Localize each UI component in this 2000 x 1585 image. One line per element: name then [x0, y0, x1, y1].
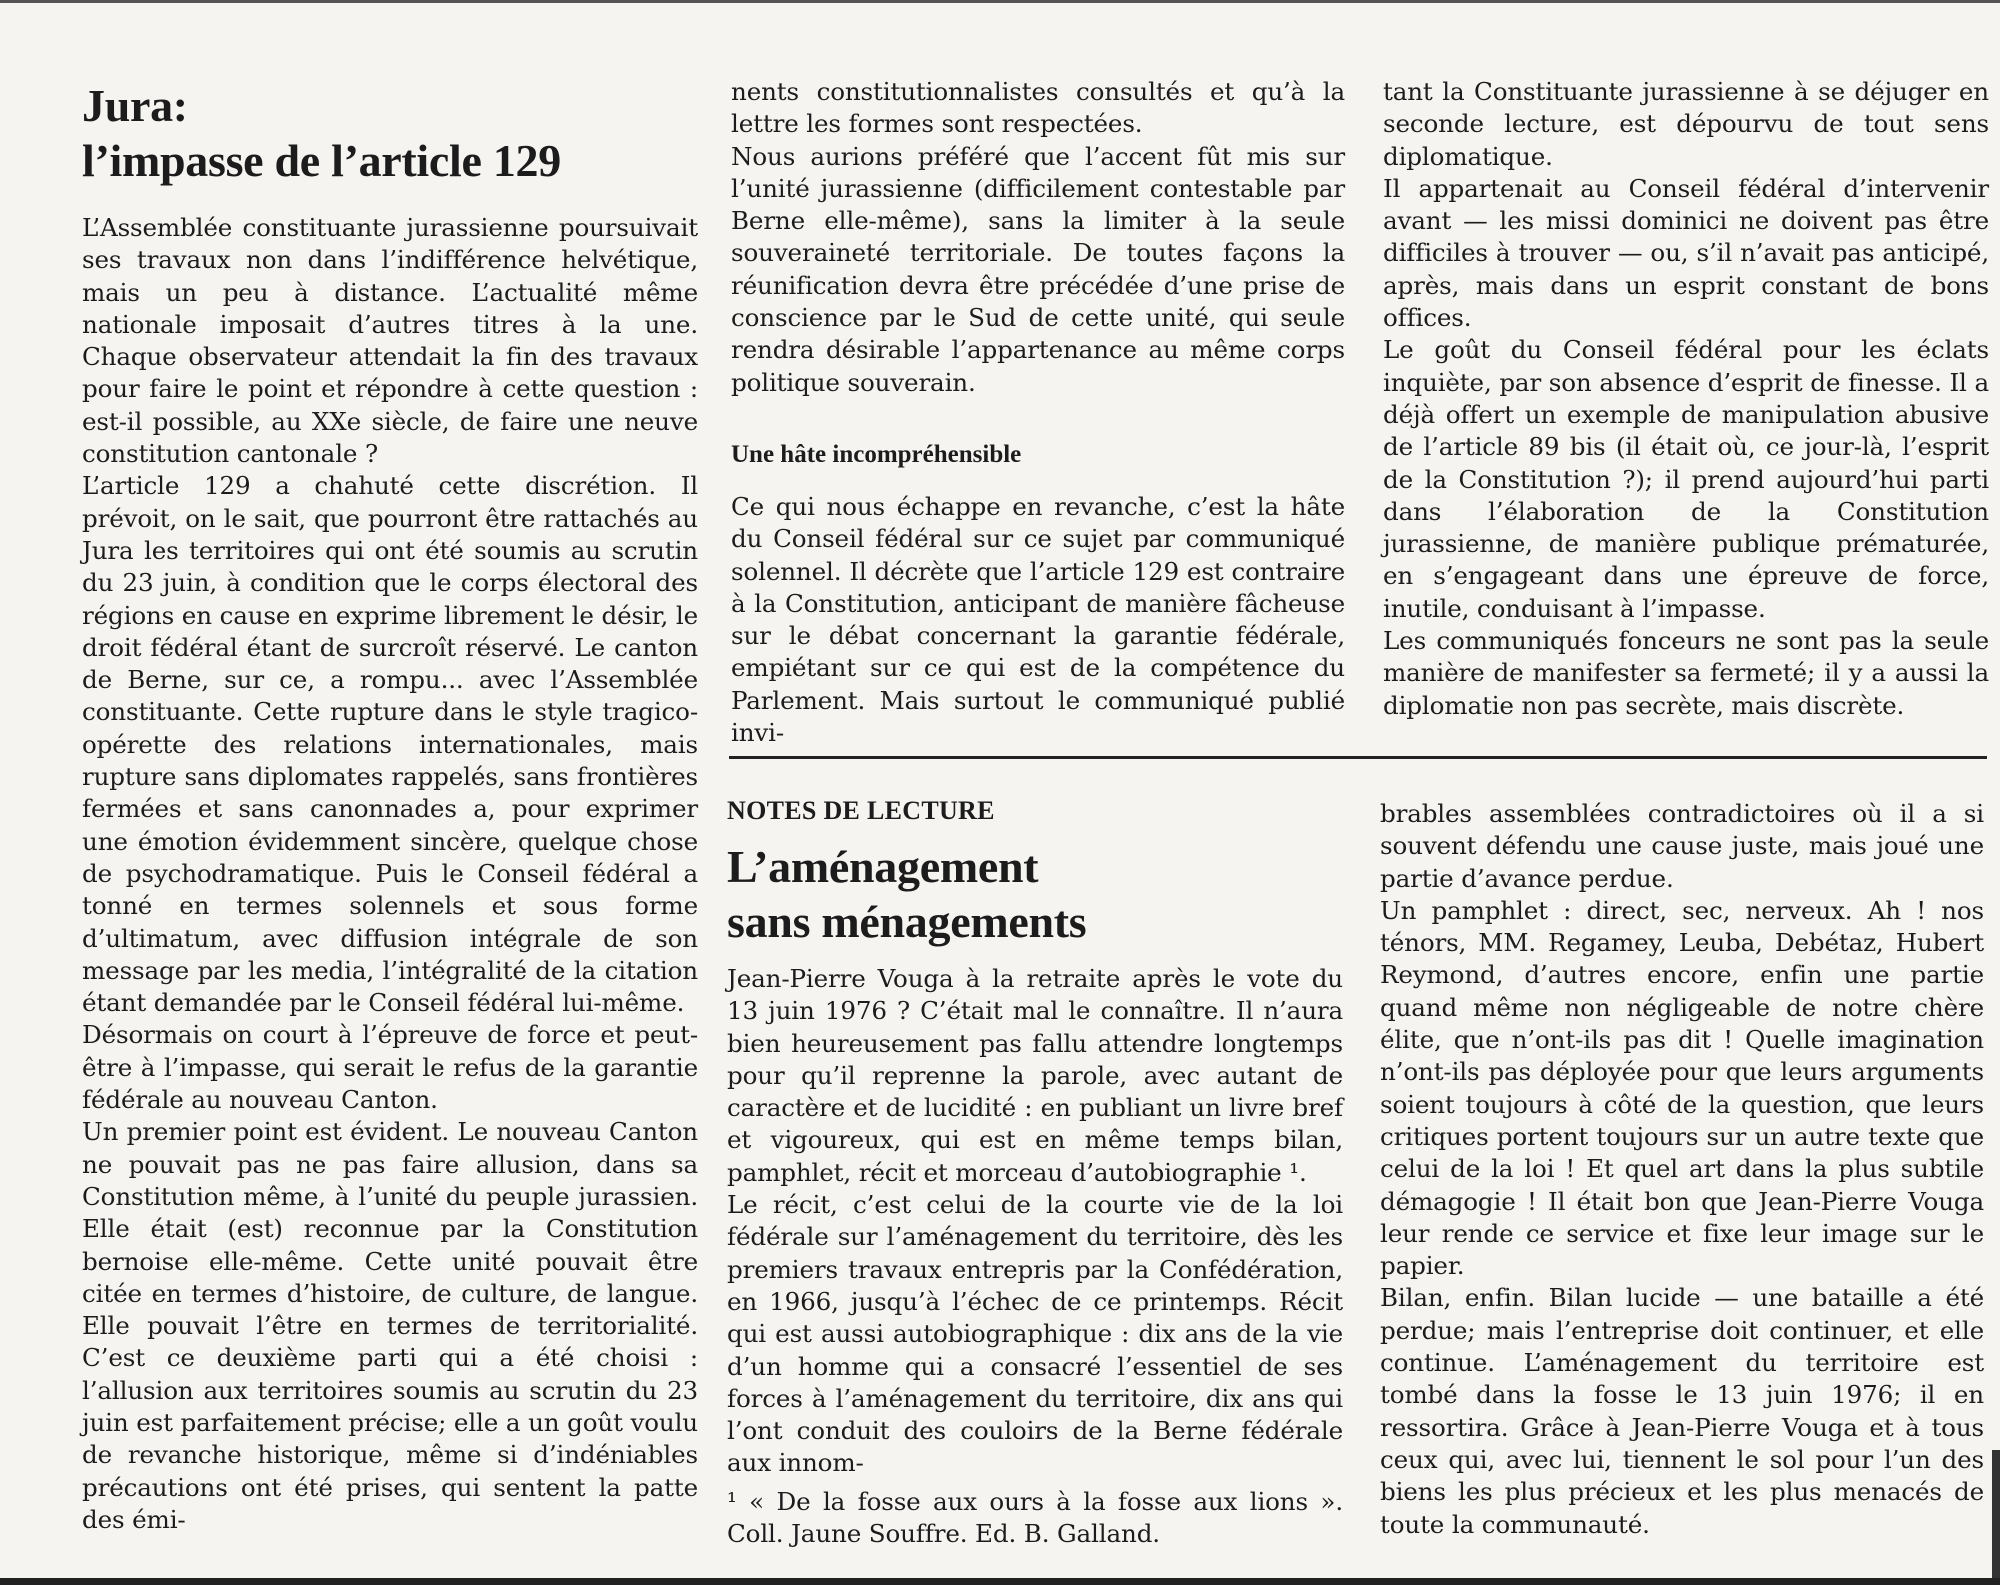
notes-column-3 [1380, 798, 1984, 1541]
section-divider-rule [729, 756, 1987, 759]
notes-title-line2: sans ménagements [727, 896, 1087, 947]
notes-paragraph: Bilan, enfin. Bilan lucide — une bataille a été perdue; mais l’entreprise doit continuer, et elle continue. L’aménagement du territoire est tombé dans la fosse le 13 juin 1976; il en ressortira. Grâce à Jean-Pierre Vouga et à tous ceux qui, avec lui, tiennent le sol pour l’un des biens les plus précieux et les plus menacés de toute la communauté. [1380, 1283, 1984, 1539]
notes-paragraph: Jean-Pierre Vouga à la retraite après le vote du 13 juin 1976 ? C’était mal le connaître. Il n’aura bien heureusement pas fallu attendre longtemps pour qu’il reprenne la parole, avec autant de caractère et de lucidité : en publiant un livre bref et vigoureux, qui est en même temps bilan, pamphlet, récit et morceau d’autobiographie ¹. [727, 964, 1343, 1187]
jura-paragraph: tant la Constituante jurassienne à se déjuger en seconde lecture, est dépourvu de tout sens diplomatique. [1383, 77, 1989, 171]
jura-paragraph: Nous aurions préféré que l’accent fût mis sur l’unité jurassienne (difficilement contestable par Berne elle-même), sans la limiter à la seule souveraineté territoriale. De toutes façons la réunification devra être précédée d’une prise de conscience par le Sud de cette unité, qui seule rendra désirable l’appartenance au même corps politique souverain. [731, 141, 1345, 397]
jura-paragraph: Un premier point est évident. Le nouveau Canton ne pouvait pas ne pas faire allusion, dans sa Constitution même, à l’unité du peuple jurassien. Elle était (est) reconnue par la Constitution bernoise elle-même. Cette unité pouvait être citée en termes d’histoire, de culture, de langue. Elle pouvait l’être en termes de territorialité. C’est ce deuxième parti qui a été choisi : l’allusion aux territoires soumis au scrutin du 23 juin est parfaitement précise; elle a un goût voulu de revanche historique, même si d’indéniables précautions ont été prises, qui sentent la patte des émi- [82, 1117, 698, 1534]
jura-paragraph: L’Assemblée constituante jurassienne poursuivait ses travaux non dans l’indifférence helvétique, mais un peu à distance. L’actualité même nationale imposait d’autres titres à la une. Chaque observateur attendait la fin des travaux pour faire le point et répondre à cette question : est-il possible, au XXe siècle, de faire une neuve constitution cantonale ? [82, 213, 698, 469]
jura-title-line1: Jura: [82, 80, 188, 131]
scan-edge-bottom [0, 1578, 2000, 1585]
scan-edge-right [1992, 1450, 2000, 1585]
jura-paragraph: Il appartenait au Conseil fédéral d’intervenir avant — les missi dominici ne doivent pas être difficiles à trouver — ou, s’il n’avait pas anticipé, après, mais dans un esprit constant de bons offices. [1383, 173, 1989, 333]
notes-paragraph: brables assemblées contradictoires où il a si souvent défendu une cause juste, mais joué une partie d’avance perdue. [1380, 799, 1984, 893]
jura-column-1 [82, 78, 698, 1536]
jura-paragraph: Ce qui nous échappe en revanche, c’est la hâte du Conseil fédéral sur ce sujet par communiqué solennel. Il décrète que l’article 129 est contraire à la Constitution, anticipant de manière fâcheuse sur le débat concernant la garantie fédérale, empiétant sur ce qui est de la compétence du Parlement. Mais surtout le communiqué publié invi- [731, 491, 1345, 748]
jura-column-3 [1383, 76, 1989, 722]
notes-column-2 [727, 795, 1343, 1550]
notes-paragraph: Un pamphlet : direct, sec, nerveux. Ah ! nos ténors, MM. Regamey, Leuba, Debétaz, Hubert Reymond, d’autres encore, enfin une partie quand même non négligeable de notre chère élite, que n’ont-ils pas dit ! Quelle imagination n’ont-ils pas déployée pour que leurs arguments soient toujours à côté de la question, que leurs critiques portent toujours sur un autre texte que celui de la loi ! Et quel art dans la plus subtile démagogie ! Il était bon que Jean-Pierre Vouga leur rende ce service et fixe leur image sur le papier. [1380, 895, 1984, 1281]
notes-paragraph: Le récit, c’est celui de la courte vie de la loi fédérale sur l’aménagement du territoire, dès les premiers travaux entrepris par la Confédération, en 1966, jusqu’à l’échec de ce printemps. Récit qui est aussi autobiographique : dix ans de la vie d’un homme qui a consacré l’essentiel de ses forces à l’aménagement du territoire, dix ans qui l’ont conduit des couloirs de la Berne fédérale aux innom- [727, 1190, 1343, 1478]
jura-paragraph: L’article 129 a chahuté cette discrétion. Il prévoit, on le sait, que pourront être rattachés au Jura les territoires qui ont été soumis au scrutin du 23 juin, à condition que le corps électoral des régions en cause en exprime librement le désir, le droit fédéral étant de surcroît réservé. Le canton de Berne, sur ce, a rompu... avec l’Assemblée constituante. Cette rupture dans le style tragico-opérette des relations internationales, mais rupture sans diplomates rappelés, sans frontières fermées et sans canonnades a, pour exprimer une émotion évidemment sincère, quelque chose de psychodramatique. Puis le Conseil fédéral a tonné en termes solennels et sous forme d’ultimatum, avec diffusion intégrale de son message par les media, l’intégralité de la citation étant demandée par le Conseil fédéral lui-même. [82, 471, 699, 1018]
jura-paragraph: nents constitutionnalistes consultés et qu’à la lettre les formes sont respectées. [731, 77, 1345, 139]
jura-paragraph: Les communiqués fonceurs ne sont pas la seule manière de manifester sa fermeté; il y a aussi la diplomatie non pas secrète, mais discrète. [1383, 626, 1989, 720]
jura-title [82, 78, 698, 188]
notes-title [727, 839, 1343, 949]
notes-footnote: ¹ « De la fosse aux ours à la fosse aux lions ». Coll. Jaune Souffre. Ed. B. Galland. [727, 1486, 1343, 1549]
jura-column-2 [731, 76, 1345, 749]
jura-subheading: Une hâte incompréhensible [731, 440, 1022, 468]
jura-paragraph: Désormais on court à l’épreuve de force et peut-être à l’impasse, qui serait le refus de la garantie fédérale au nouveau Canton. [82, 1020, 698, 1115]
notes-title-line1: L’aménagement [727, 841, 1039, 892]
jura-title-line2: l’impasse de l’article 129 [82, 135, 561, 186]
notes-kicker: NOTES DE LECTURE [727, 796, 995, 825]
jura-paragraph: Le goût du Conseil fédéral pour les éclats inquiète, par son absence d’esprit de finesse. Il a déjà offert un exemple de manipulation abusive de l’article 89 bis (il était où, ce jour-là, l’esprit de la Constitution ?); il prend aujourd’hui parti dans l’élaboration de la Constitution jurassienne, de manière publique prématurée, en s’engageant dans une épreuve de force, inutile, conduisant à l’impasse. [1383, 335, 1989, 623]
scan-edge-top [0, 0, 2000, 3]
